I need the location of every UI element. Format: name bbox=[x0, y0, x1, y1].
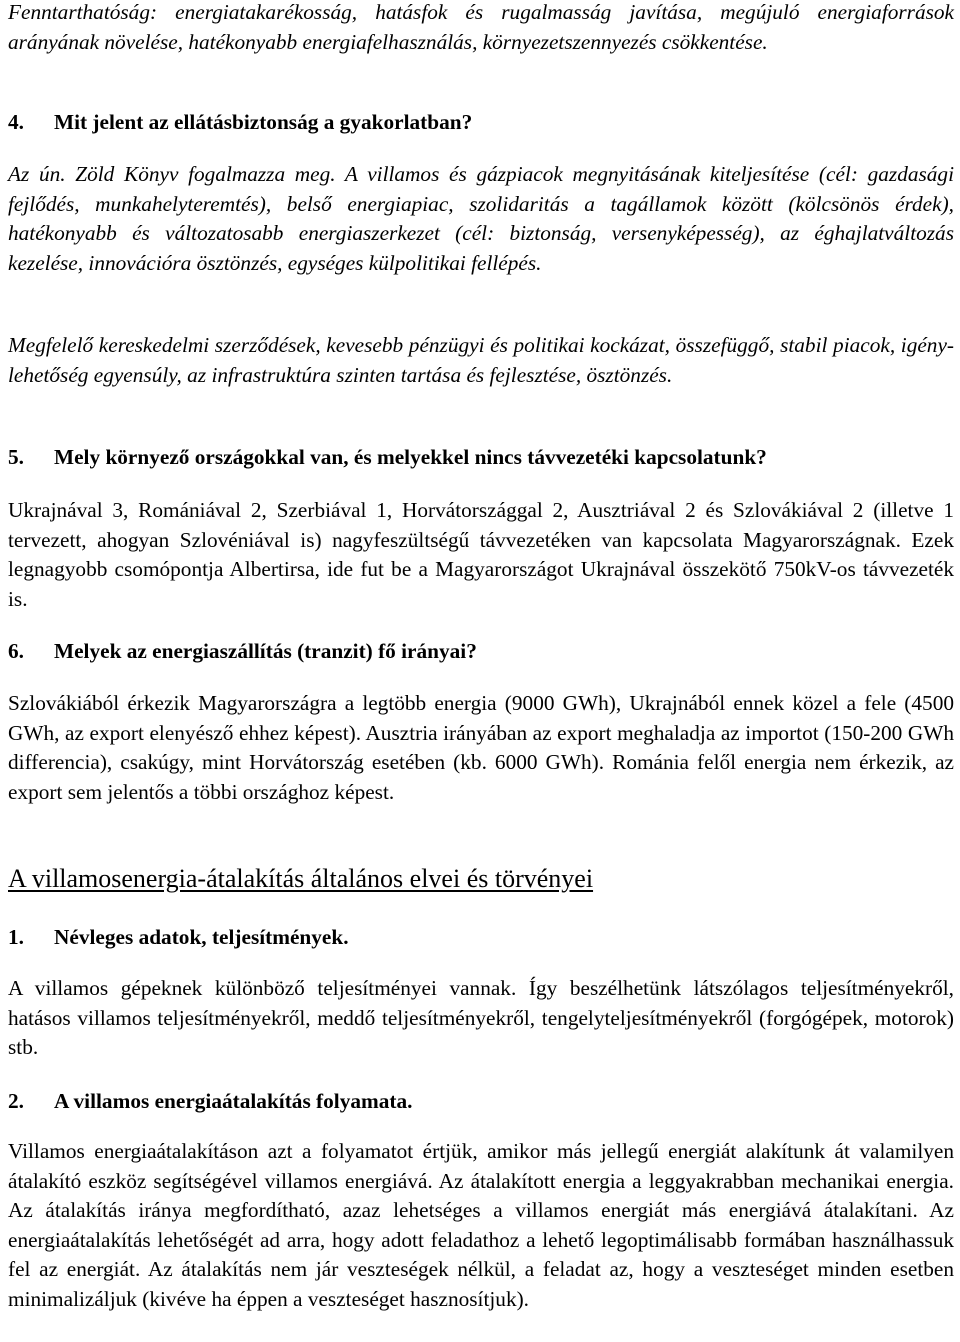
subsection-number: 2. bbox=[8, 1089, 24, 1113]
question-6-heading bbox=[8, 637, 477, 666]
subsection-text: A villamos energiaátalakítás folyamata. bbox=[54, 1089, 413, 1113]
paragraph-green-paper: Az ún. Zöld Könyv fogalmazza meg. A villamos és gázpiacok megnyitásának kiteljesítése (cél: gazdasági fejlődés, munkahelyteremtés), belső energiapiac, szolidaritás a tagállamok között (kölcsönös érdek), hatékonyabb és változatosabb energiaszerkezet (cél: biztonság, versenyképesség), az éghajlatváltozás kezelése, innovációra ösztönzés, egységes külpolitikai fellépés. bbox=[8, 162, 954, 275]
question-text: Melyek az energiaszállítás (tranzit) fő irányai? bbox=[54, 639, 477, 663]
question-number: 5. bbox=[8, 445, 24, 469]
paragraph-transit: Szlovákiából érkezik Magyarországra a legtöbb energia (9000 GWh), Ukrajnából ennek közel a fele (4500 GWh, az export elenyésző ehhez képest). Ausztria irányában az export meghaladja az importot (150-200 GWh differencia), csakúgy, mint Horvátország esetében (kb. 6000 GWh). Románia felől energia nem érkezik, az export sem jelentős a többi országhoz képest. bbox=[8, 691, 954, 804]
subsection-2-heading bbox=[8, 1087, 412, 1116]
paragraph-contracts: Megfelelő kereskedelmi szerződések, kevesebb pénzügyi és politikai kockázat, összefüggő, stabil piacok, igény-lehetőség egyensúly, az infrastruktúra szinten tartása és fejlesztése, ösztönzés. bbox=[8, 333, 954, 387]
paragraph-conversion: Villamos energiaátalakításon azt a folyamatot értjük, amikor más jellegű energiát alakítunk át valamilyen átalakító eszköz segítségével villamos energiává. Az átalakított energia a leggyakrabban mechanikai energia. Az átalakítás iránya megfordítható, azaz lehetséges a villamos energiát más energiává átalakítani. Az energiaátalakítás lehetőségét ad arra, hogy adott feladathoz a lehető legoptimálisabb formában használhassuk fel az energiát. Az átalakítás nem jár veszteségek nélkül, a feladat az, hogy a veszteséget minden esetben minimalizáljuk (kivéve ha éppen a veszteséget hasznosítjuk). bbox=[8, 1139, 954, 1311]
paragraph-ratings: A villamos gépeknek különböző teljesítményei vannak. Így beszélhetünk látszólagos teljesítményekről, hatásos villamos teljesítményekről, meddő teljesítményekről, tengelyteljesítményekről (forgógépek, motorok) stb. bbox=[8, 976, 954, 1059]
question-number: 4. bbox=[8, 110, 24, 134]
section-title: A villamosenergia-átalakítás általános elvei és törvényei bbox=[8, 864, 594, 893]
paragraph-sustainability: Fenntarthatóság: energiatakarékosság, hatásfok és rugalmasság javítása, megújuló energiaforrások arányának növelése, hatékonyabb energiafelhasználás, környezetszennyezés csökkentése. bbox=[8, 0, 954, 54]
question-text: Mit jelent az ellátásbiztonság a gyakorlatban? bbox=[54, 110, 473, 134]
question-4-heading bbox=[8, 108, 472, 137]
paragraph-interconnections: Ukrajnával 3, Romániával 2, Szerbiával 1, Horvátországgal 2, Ausztriával 2 és Szlovákiával 2 (illetve 1 tervezett, ahogyan Szlovéniával is) nagyfeszültségű távvezetéken van kapcsolata Magyarországnak. Ezek legnagyobb csomópontja Albertirsa, ide fut be a Magyarországot Ukrajnával összekötő 750kV-os távvezeték is. bbox=[8, 498, 954, 611]
subsection-1-heading bbox=[8, 923, 349, 952]
question-number: 6. bbox=[8, 639, 24, 663]
subsection-text: Névleges adatok, teljesítmények. bbox=[54, 925, 349, 949]
subsection-number: 1. bbox=[8, 925, 24, 949]
question-5-heading bbox=[8, 443, 767, 472]
question-text: Mely környező országokkal van, és melyekkel nincs távvezetéki kapcsolatunk? bbox=[54, 445, 767, 469]
